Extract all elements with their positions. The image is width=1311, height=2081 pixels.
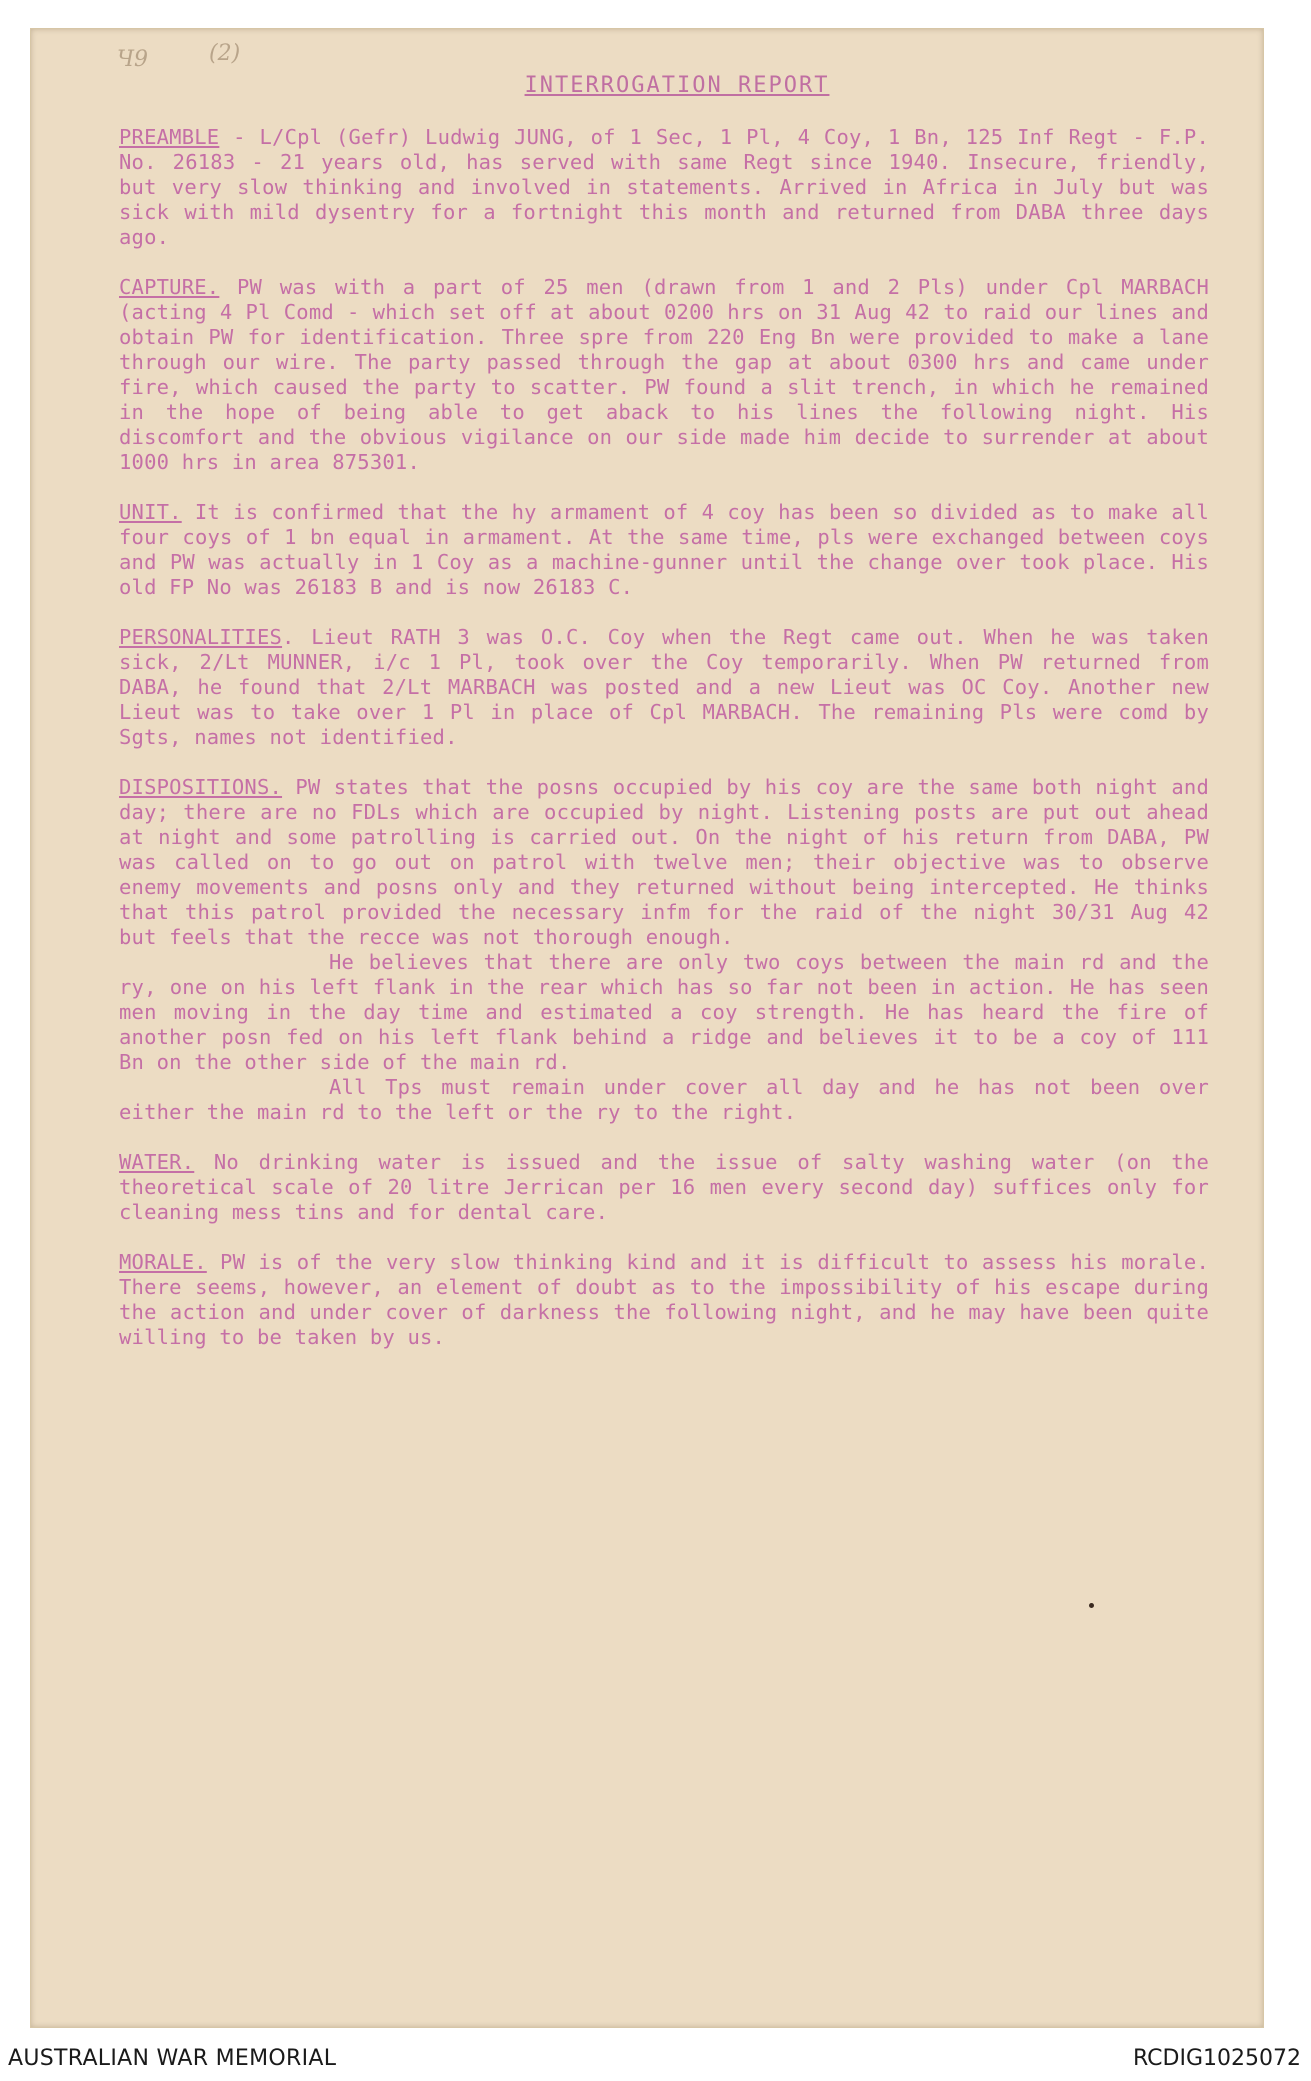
paragraph-text: - L/Cpl (Gefr) Ludwig JUNG, of 1 Sec, 1 Pl, 4 Coy, 1 Bn, 125 Inf Regt - F.P. No. 26183 - 21 years old, has served with same Regt since 1940. Insecure, friendly, but very slow thinking and involved in statements. Arrived in Africa in July but was sick with mild dysentry for a fortnight this month and returned from DABA three days ago. (119, 125, 1209, 249)
paragraph-unit (119, 500, 1209, 600)
paragraph-water (119, 1150, 1209, 1225)
paragraph-continuation: All Tps must remain under cover all day and he has not been over either the main rd to the left or the ry to the right. (119, 1075, 1209, 1124)
paragraph-personalities (119, 625, 1209, 750)
report-body (119, 125, 1209, 1375)
document-page (30, 28, 1264, 2028)
footer-bar (0, 2036, 1311, 2081)
paragraph-capture (119, 275, 1209, 475)
archive-name: AUSTRALIAN WAR MEMORIAL (8, 2046, 337, 2071)
paragraph-dispositions (119, 775, 1209, 1125)
report-title: INTERROGATION REPORT (524, 73, 830, 98)
paragraph-preamble (119, 125, 1209, 250)
record-id: RCDIG1025072 (1132, 2046, 1301, 2071)
paragraph-text: PW was with a part of 25 men (drawn from 1 and 2 Pls) under Cpl MARBACH (acting 4 Pl Comd - which set off at about 0200 hrs on 31 Aug 42 to raid our lines and obtain PW for identification. Three spre from 220 Eng Bn were provided to make a lane through our wire. The party passed through the gap at about 0300 hrs and came under fire, which caused the party to scatter. PW found a slit trench, in which he remained in the hope of being able to get aback to his lines the following night. His discomfort and the obvious vigilance on our side made him decide to surrender at about 1000 hrs in area 875301. (119, 275, 1209, 474)
paragraph-heading: MORALE. (119, 1250, 207, 1274)
paragraph-heading: UNIT. (119, 500, 182, 524)
paragraph-heading: WATER. (119, 1150, 195, 1174)
paragraph-text: No drinking water is issued and the issue of salty washing water (on the theoretical scale of 20 litre Jerrican per 16 men every second day) suffices only for cleaning mess tins and for dental care. (119, 1150, 1209, 1224)
paragraph-text: PW is of the very slow thinking kind and it is difficult to assess his morale. There seems, however, an element of doubt as to the impossibility of his escape during the action and under cover of darkness the following night, and he may have been quite willing to be taken by us. (119, 1250, 1209, 1349)
paragraph-heading: PREAMBLE (119, 125, 220, 149)
page-mark-left: Ч9 (117, 47, 149, 72)
paragraph-heading: DISPOSITIONS. (119, 775, 283, 799)
page-mark-right: (2) (209, 41, 241, 66)
paragraph-continuation: He believes that there are only two coys between the main rd and the ry, one on his left flank in the rear which has so far not been in action. He has seen men moving in the day time and estimated a coy strength. He has heard the fire of another posn fed on his left flank behind a ridge and believes it to be a coy of 111 Bn on the other side of the main rd. (119, 950, 1209, 1074)
paragraph-text: It is confirmed that the hy armament of 4 coy has been so divided as to make all four coys of 1 bn equal in armament. At the same time, pls were exchanged between coys and PW was actually in 1 Coy as a machine-gunner until the change over took place. His old FP No was 26183 B and is now 26183 C. (119, 500, 1209, 599)
paragraph-text: PW states that the posns occupied by his coy are the same both night and day; there are no FDLs which are occupied by night. Listening posts are put out ahead at night and some patrolling is carried out. On the night of his return from DABA, PW was called on to go out on patrol with twelve men; their objective was to observe enemy movements and posns only and they returned without being intercepted. He thinks that this patrol provided the necessary infm for the raid of the night 30/31 Aug 42 but feels that the recce was not thorough enough. (119, 775, 1209, 949)
paragraph-heading: PERSONALITIES (119, 625, 283, 649)
paragraph-heading: CAPTURE. (119, 275, 220, 299)
ink-dot (1089, 1603, 1094, 1608)
paragraph-morale (119, 1250, 1209, 1350)
paragraph-text: . Lieut RATH 3 was O.C. Coy when the Regt came out. When he was taken sick, 2/Lt MUNNER, i/c 1 Pl, took over the Coy temporarily. When PW returned from DABA, he found that 2/Lt MARBACH was posted and a new Lieut was OC Coy. Another new Lieut was to take over 1 Pl in place of Cpl MARBACH. The remaining Pls were comd by Sgts, names not identified. (119, 625, 1209, 749)
